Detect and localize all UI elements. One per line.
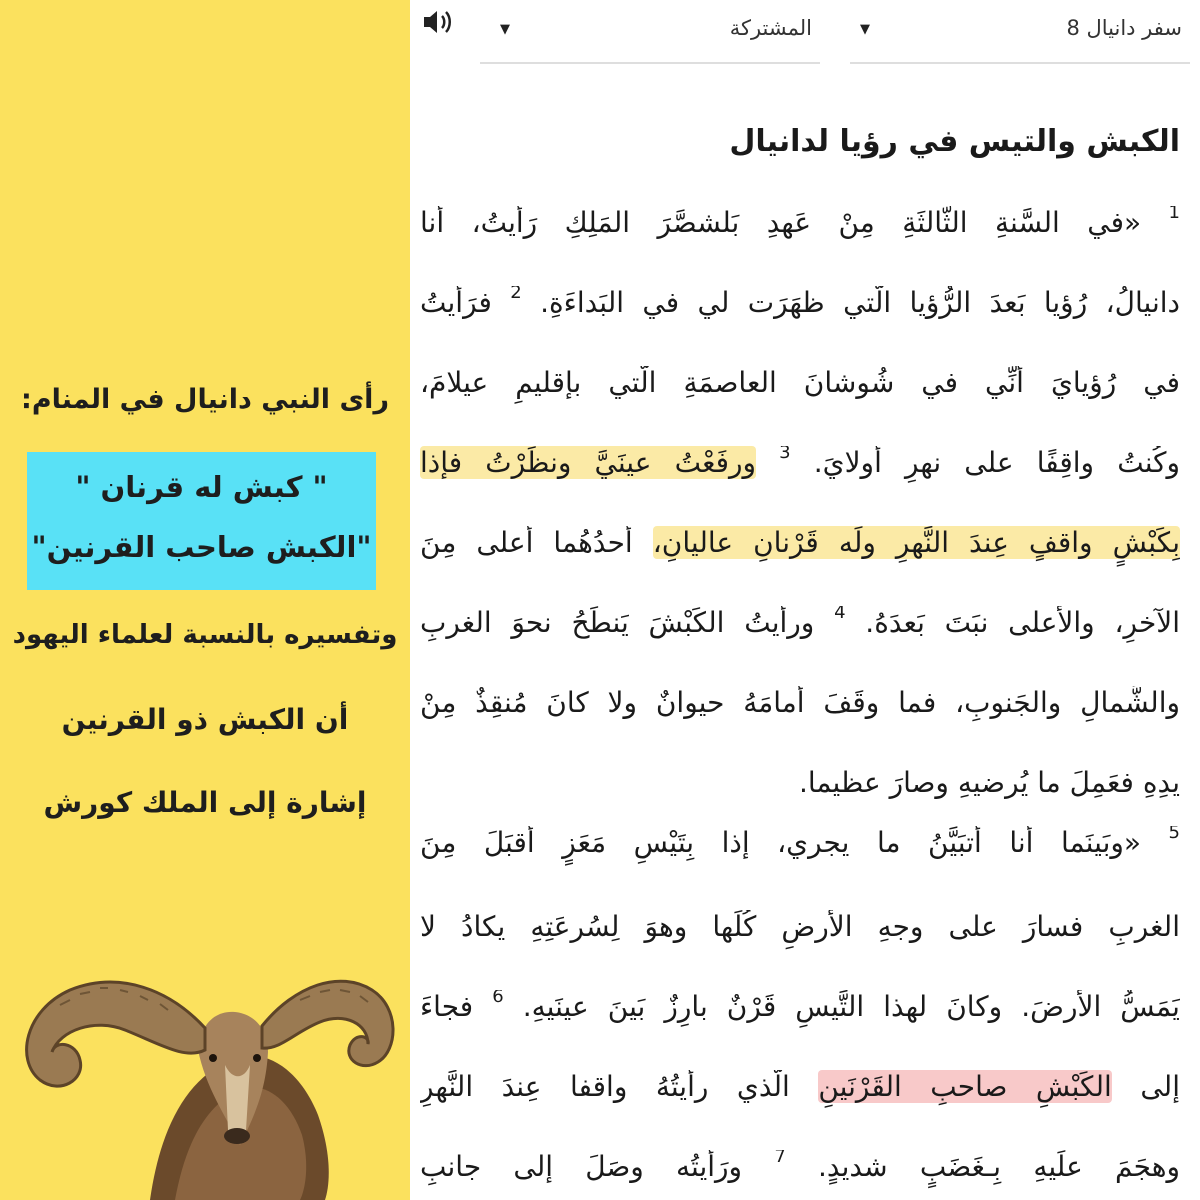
verse-text: إلى bbox=[1140, 1070, 1180, 1103]
text-line bbox=[420, 766, 1180, 826]
verse-text: ورأيتُ الكَبْشَ يَنطَحُ نحوَ الغربِ bbox=[420, 606, 815, 639]
verse-text: ورَأيتُه وصَلَ إلى جانبِ bbox=[420, 1150, 743, 1183]
verse-number: 2 bbox=[510, 286, 522, 303]
version-select-label: المشتركة bbox=[729, 16, 812, 40]
text-line bbox=[420, 686, 1180, 746]
version-select[interactable] bbox=[480, 8, 820, 48]
text-line bbox=[420, 1070, 1180, 1130]
text-line bbox=[420, 446, 1180, 506]
ram-illustration bbox=[0, 930, 410, 1200]
verse-text: فرَأيتُ bbox=[420, 286, 492, 319]
verse-text: «في السَّنةِ الثَّالثَةِ مِنْ عَهدِ بَلشصَّرَ المَلِكِ رَأيتُ، أنا bbox=[420, 206, 1142, 239]
verse-number: 3 bbox=[779, 446, 791, 463]
verse-text: الغربِ فسارَ على وجهِ الأرضِ كُلِّها وهوَ لِسُرعَتِهِ يكادُ لا bbox=[420, 910, 1180, 943]
verse-number: 4 bbox=[834, 606, 846, 623]
verse-number: 7 bbox=[774, 1150, 786, 1167]
verse-number: 1 bbox=[1168, 206, 1180, 223]
verse-text: يدِهِ فعَمِلَ ما يُرضيهِ وصارَ عظيما. bbox=[798, 766, 1180, 799]
text-line bbox=[420, 206, 1180, 266]
text-line bbox=[420, 366, 1180, 426]
chevron-down-icon: ▼ bbox=[500, 22, 510, 37]
verse-text: يَمَسُّ الأرضَ. وكانَ لهذا التَّيسِ قَرْنٌ بارِزٌ بَينَ عينَيهِ. bbox=[522, 990, 1180, 1023]
text-line bbox=[420, 826, 1180, 886]
quote-line-1: " كبش له قرنان " bbox=[75, 470, 328, 504]
divider bbox=[480, 62, 820, 64]
quote-line-2: "الكبش صاحب القرنين" bbox=[31, 530, 372, 564]
verse-number: 5 bbox=[1168, 826, 1180, 843]
highlighted-text: ورفَعْتُ عينَيَّ ونظَرْتُ فإذا bbox=[420, 446, 757, 479]
quote-box bbox=[27, 452, 376, 590]
toolbar bbox=[410, 0, 1200, 92]
highlighted-text: بِكَبْشٍ واقفٍ عِندَ النَّهرِ ولَه قَرْنانِ عاليانِ، bbox=[652, 526, 1180, 559]
highlighted-text: الكَبْشِ صاحبِ القَرْنَينِ bbox=[818, 1070, 1112, 1103]
vision-caption: رأى النبي دانيال في المنام: bbox=[21, 384, 389, 415]
verse-text: في رُؤيايَ أنِّي في شُوشانَ العاصمَةِ الّتي بإقليمِ عيلامَ، bbox=[420, 366, 1180, 399]
book-select[interactable] bbox=[850, 8, 1190, 48]
interpretation-line-1: وتفسيره بالنسبة لعلماء اليهود bbox=[12, 620, 398, 650]
verse-text: أحدُهُما أعلى مِنَ bbox=[420, 526, 633, 559]
passage-heading: الكبش والتيس في رؤيا لدانيال bbox=[729, 124, 1180, 159]
chevron-down-icon: ▼ bbox=[860, 22, 870, 37]
left-panel bbox=[0, 0, 410, 1200]
interpretation-line-3: إشارة إلى الملك كورش bbox=[43, 786, 367, 819]
verse-text: الآخرِ، والأعلى نبَتَ بَعدَهُ. bbox=[865, 606, 1180, 639]
verse-text: الّذي رأيتُهُ واقفا عِندَ النَّهرِ bbox=[420, 1070, 790, 1103]
divider bbox=[850, 62, 1190, 64]
text-line bbox=[420, 526, 1180, 586]
text-line bbox=[420, 1150, 1180, 1200]
verse-text: والشَّمالِ والجَنوبِ، فما وقَفَ أمامَهُ حيوانٌ ولا كانَ مُنقِذٌ مِنْ bbox=[420, 686, 1180, 719]
speaker-icon[interactable] bbox=[420, 4, 456, 40]
verse-text: دانيالُ، رُؤيا بَعدَ الرُّؤيا الّتي ظهَرَت لي في البَداءَةِ. bbox=[540, 286, 1180, 319]
text-line bbox=[420, 990, 1180, 1050]
verse-text: وكُنتُ واقِفًا على نهرِ أُولايَ. bbox=[813, 446, 1180, 479]
verse-text: فجاءَ bbox=[420, 990, 474, 1023]
text-line bbox=[420, 286, 1180, 346]
verse-number: 6 bbox=[492, 990, 504, 1007]
text-line bbox=[420, 910, 1180, 970]
book-select-label: سفر دانيال 8 bbox=[1066, 16, 1182, 40]
verse-text: وهجَمَ علَيهِ بِـغَضَبٍ شديدٍ. bbox=[818, 1150, 1180, 1183]
interpretation-line-2: أن الكبش ذو القرنين bbox=[61, 703, 349, 736]
text-line bbox=[420, 606, 1180, 666]
reader-panel bbox=[410, 0, 1200, 1200]
verse-text: «وبَينَما أنا أتبَيَّنُ ما يجري، إذا بِتَيْسِ مَعَزٍ أقبَلَ مِنَ bbox=[420, 826, 1142, 859]
